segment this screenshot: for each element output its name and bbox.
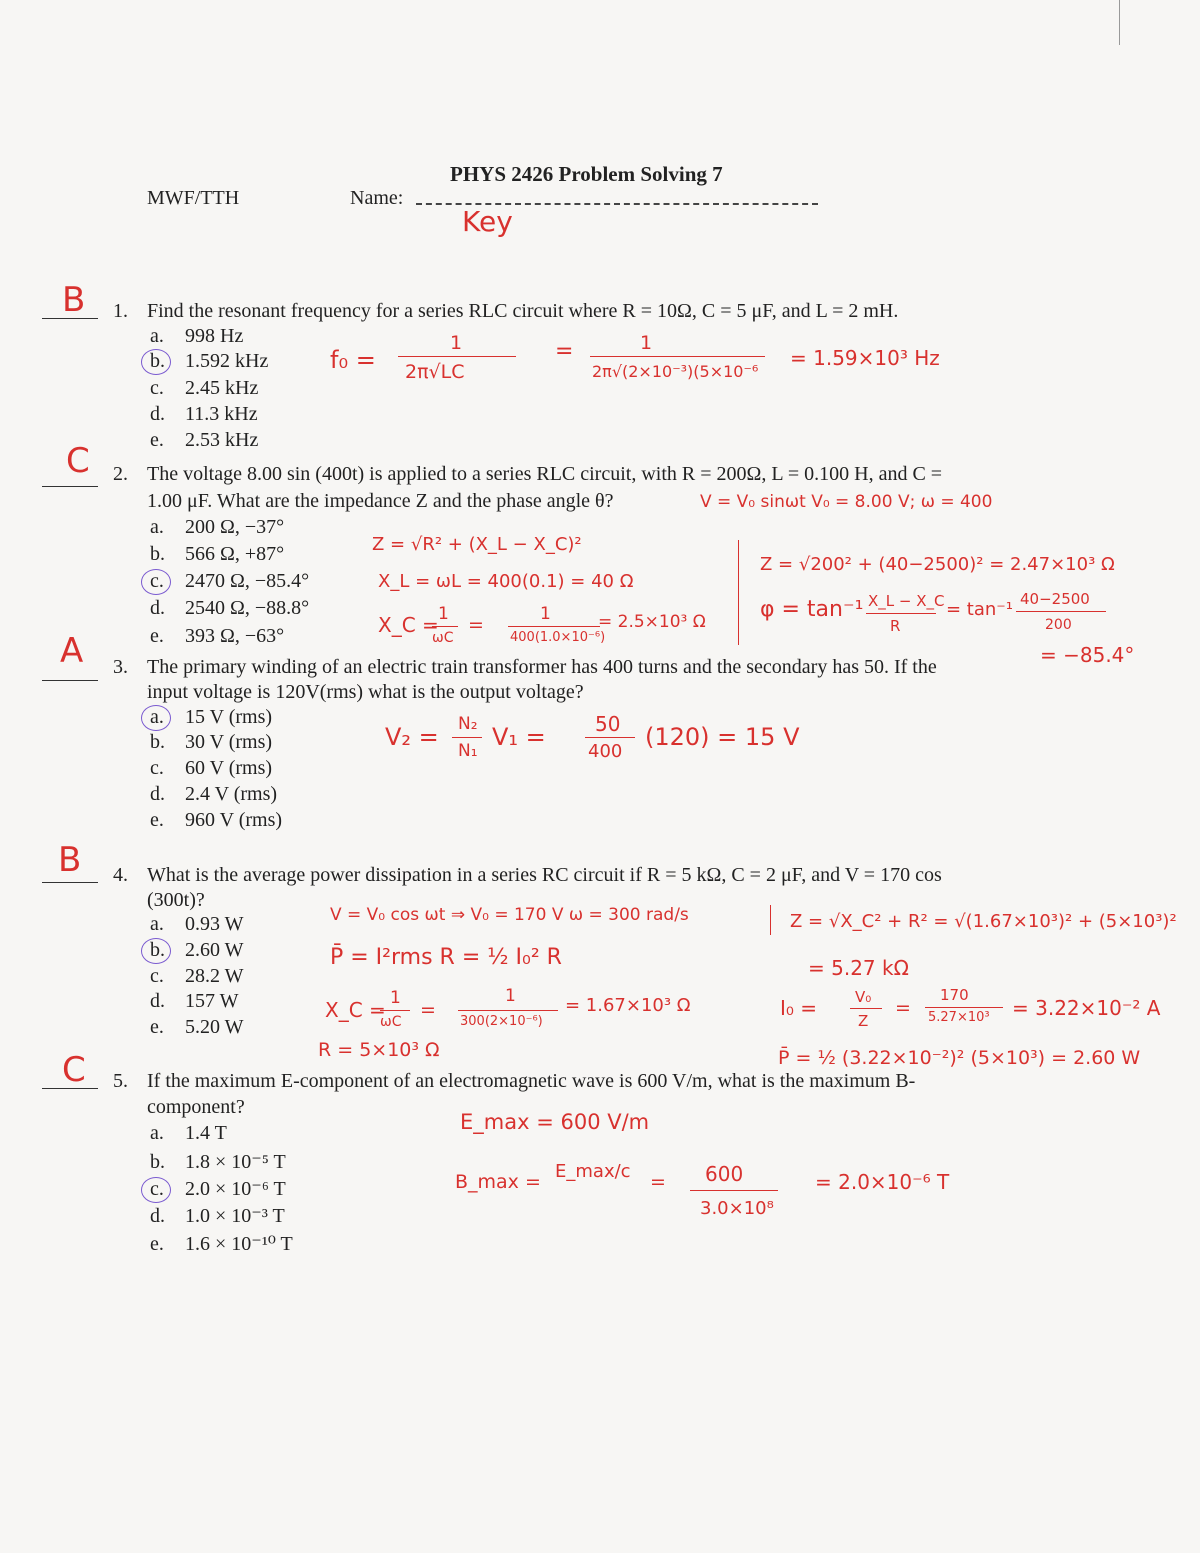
work-eq: = xyxy=(555,339,574,364)
option-text: 2.0 × 10⁻⁶ T xyxy=(185,1178,286,1200)
work-r: R = 5×10³ Ω xyxy=(318,1039,440,1061)
work-xc: X_C = xyxy=(325,998,386,1022)
answer-blank-4 xyxy=(42,882,98,883)
answer-blank-2 xyxy=(42,486,98,487)
work-bmax: B_max = xyxy=(455,1171,541,1193)
question-text-2b: 1.00 μF. What are the impedance Z and the phase angle θ? xyxy=(147,490,614,512)
work-ratio: E_max/c xyxy=(555,1161,631,1182)
work-given: V = V₀ sinωt V₀ = 8.00 V; ω = 400 xyxy=(700,492,993,512)
option-text: 2.4 V (rms) xyxy=(185,783,278,805)
fraction-bar xyxy=(398,356,516,357)
work-num: 1 xyxy=(505,986,516,1006)
fraction-bar xyxy=(452,737,482,738)
option-text: 60 V (rms) xyxy=(185,757,273,779)
option-text: 998 Hz xyxy=(185,325,244,347)
question-text-4b: (300t)? xyxy=(147,889,205,911)
work-den: 400(1.0×10⁻⁶) xyxy=(510,630,606,645)
work-den: N₁ xyxy=(458,741,478,761)
work-den: 3.0×10⁸ xyxy=(700,1198,774,1219)
option-text: 1.6 × 10⁻¹⁰ T xyxy=(185,1233,293,1255)
fraction-bar xyxy=(690,1190,778,1191)
fraction-bar xyxy=(866,613,936,614)
work-num: 1 xyxy=(640,332,653,354)
option-letter: b. xyxy=(150,939,165,961)
option-text: 28.2 W xyxy=(185,965,244,987)
work-den: ωC xyxy=(432,630,454,646)
name-label: Name: xyxy=(350,187,404,209)
work-num: 600 xyxy=(705,1162,744,1186)
work-xc-result: = 2.5×10³ Ω xyxy=(598,612,706,632)
work-num: V₀ xyxy=(855,988,872,1006)
option-letter: a. xyxy=(150,325,164,347)
option-text: 2540 Ω, −88.8° xyxy=(185,597,310,619)
fraction-bar xyxy=(590,356,765,357)
option-letter: c. xyxy=(150,757,164,779)
option-letter: d. xyxy=(150,1205,165,1227)
question-number-3: 3. xyxy=(113,656,128,678)
scan-edge xyxy=(1119,0,1120,45)
answer-blank-5 xyxy=(42,1088,98,1089)
question-text-1: Find the resonant frequency for a series RLC circuit where R = 10Ω, C = 5 μF, and L = 2 mH. xyxy=(147,300,899,322)
question-text-5b: component? xyxy=(147,1096,245,1118)
option-letter: d. xyxy=(150,597,165,619)
question-text-3b: input voltage is 120V(rms) what is the output voltage? xyxy=(147,681,584,703)
work-eq: = xyxy=(895,997,911,1019)
work-i0-result: = 3.22×10⁻² A xyxy=(1012,996,1161,1020)
option-letter: b. xyxy=(150,350,165,372)
fraction-bar xyxy=(850,1008,882,1009)
answer-mark-3: A xyxy=(60,631,84,671)
work-v2: V₂ = xyxy=(385,723,439,751)
option-text: 393 Ω, −63° xyxy=(185,625,285,647)
option-letter: c. xyxy=(150,965,164,987)
page-title: PHYS 2426 Problem Solving 7 xyxy=(450,162,723,186)
work-divider xyxy=(738,540,739,645)
option-text: 1.0 × 10⁻³ T xyxy=(185,1205,285,1227)
work-den: R xyxy=(890,617,901,635)
work-phase-result: = −85.4° xyxy=(1040,643,1135,667)
work-fo: f₀ = xyxy=(330,346,376,374)
option-letter: d. xyxy=(150,403,165,425)
work-den: 400 xyxy=(588,741,623,762)
option-letter: a. xyxy=(150,1122,164,1144)
question-text-3: The primary winding of an electric train transformer has 400 turns and the secondary has 50. If the xyxy=(147,656,937,678)
answer-mark-2: C xyxy=(66,441,90,481)
option-letter: a. xyxy=(150,913,164,935)
question-number-1: 1. xyxy=(113,300,128,322)
work-eq: = xyxy=(650,1171,666,1193)
option-letter: c. xyxy=(150,377,164,399)
option-text: 566 Ω, +87° xyxy=(185,543,285,565)
option-letter: e. xyxy=(150,625,164,647)
option-letter: a. xyxy=(150,516,164,538)
fraction-bar xyxy=(585,737,635,738)
work-num: 170 xyxy=(940,986,969,1004)
question-number-4: 4. xyxy=(113,864,128,886)
option-letter: d. xyxy=(150,783,165,805)
option-text: 2.45 kHz xyxy=(185,377,259,399)
fraction-bar xyxy=(380,1010,410,1011)
work-den: Z xyxy=(858,1012,869,1030)
section-label: MWF/TTH xyxy=(147,187,240,209)
option-text: 960 V (rms) xyxy=(185,809,283,831)
question-text-4: What is the average power dissipation in a series RC circuit if R = 5 kΩ, C = 2 μF, and V = 170 cos xyxy=(147,864,942,886)
work-xl: X_L = ωL = 400(0.1) = 40 Ω xyxy=(378,571,634,592)
work-result: (120) = 15 V xyxy=(645,723,800,751)
option-text: 1.4 T xyxy=(185,1122,227,1144)
work-power: P̄ = I²rms R = ½ I₀² R xyxy=(330,945,562,970)
option-letter: e. xyxy=(150,429,164,451)
option-letter: d. xyxy=(150,990,165,1012)
work-num: 1 xyxy=(390,988,401,1008)
work-num: 1 xyxy=(450,332,463,354)
work-den: 5.27×10³ xyxy=(928,1010,990,1025)
answer-blank-1 xyxy=(42,318,98,319)
work-z-result: = 5.27 kΩ xyxy=(808,956,909,980)
work-xc: X_C = xyxy=(378,613,439,637)
work-result: = 1.59×10³ Hz xyxy=(790,346,940,370)
option-text: 200 Ω, −37° xyxy=(185,516,285,538)
question-text-5: If the maximum E-component of an electromagnetic wave is 600 V/m, what is the maximum B- xyxy=(147,1070,916,1092)
fraction-bar xyxy=(432,626,458,627)
work-power-result: P̄ = ½ (3.22×10⁻²)² (5×10³) = 2.60 W xyxy=(778,1047,1141,1069)
option-letter: b. xyxy=(150,731,165,753)
work-den: 200 xyxy=(1045,617,1072,633)
option-letter: c. xyxy=(150,1178,164,1200)
work-z-result: Z = √200² + (40−2500)² = 2.47×10³ Ω xyxy=(760,554,1115,575)
option-letter: b. xyxy=(150,1151,165,1173)
work-den: ωC xyxy=(380,1014,402,1030)
work-num: 1 xyxy=(540,604,551,624)
work-eq: = xyxy=(420,999,436,1021)
option-text: 15 V (rms) xyxy=(185,706,273,728)
fraction-bar xyxy=(458,1010,558,1011)
option-letter: a. xyxy=(150,706,164,728)
question-number-2: 2. xyxy=(113,463,128,485)
option-text: 2.53 kHz xyxy=(185,429,259,451)
work-num: X_L − X_C xyxy=(868,592,945,610)
work-result: = 2.0×10⁻⁶ T xyxy=(815,1170,950,1194)
fraction-bar xyxy=(1016,611,1106,612)
answer-mark-4: B xyxy=(58,840,82,880)
work-v1: V₁ = xyxy=(492,723,546,751)
option-text: 1.8 × 10⁻⁵ T xyxy=(185,1151,286,1173)
work-tan: = tan⁻¹ xyxy=(946,599,1014,620)
work-z-formula: Z = √X_C² + R² = √(1.67×10³)² + (5×10³)² xyxy=(790,911,1177,932)
work-xc-result: = 1.67×10³ Ω xyxy=(565,995,691,1016)
question-number-5: 5. xyxy=(113,1070,128,1092)
work-i0: I₀ = xyxy=(780,996,818,1020)
option-text: 2470 Ω, −85.4° xyxy=(185,570,310,592)
question-text-2: The voltage 8.00 sin (400t) is applied to a series RLC circuit, with R = 200Ω, L = 0.100 H, and C = xyxy=(147,463,943,485)
work-den: 300(2×10⁻⁶) xyxy=(460,1014,543,1029)
option-text: 0.93 W xyxy=(185,913,244,935)
work-divider xyxy=(770,905,771,935)
work-eq: = xyxy=(468,614,484,636)
work-z-formula: Z = √R² + (X_L − X_C)² xyxy=(372,534,582,555)
answer-mark-1: B xyxy=(62,280,86,320)
option-text: 5.20 W xyxy=(185,1016,244,1038)
option-letter: e. xyxy=(150,1233,164,1255)
option-text: 1.592 kHz xyxy=(185,350,269,372)
work-phi: φ = tan⁻¹ xyxy=(760,597,864,622)
fraction-bar xyxy=(508,626,600,627)
option-text: 2.60 W xyxy=(185,939,244,961)
work-num: 1 xyxy=(438,604,449,624)
work-num: N₂ xyxy=(458,714,478,734)
name-value: Key xyxy=(462,205,513,238)
work-num: 40−2500 xyxy=(1020,590,1090,608)
option-letter: e. xyxy=(150,809,164,831)
work-den: 2π√(2×10⁻³)(5×10⁻⁶ xyxy=(592,362,759,381)
option-text: 11.3 kHz xyxy=(185,403,258,425)
option-text: 157 W xyxy=(185,990,239,1012)
work-num: 50 xyxy=(595,712,621,736)
answer-mark-5: C xyxy=(62,1050,86,1090)
fraction-bar xyxy=(925,1007,1003,1008)
option-letter: b. xyxy=(150,543,165,565)
option-letter: e. xyxy=(150,1016,164,1038)
answer-blank-3 xyxy=(42,680,98,681)
work-emax: E_max = 600 V/m xyxy=(460,1110,650,1134)
work-den: 2π√LC xyxy=(405,361,465,383)
option-letter: c. xyxy=(150,570,164,592)
option-text: 30 V (rms) xyxy=(185,731,273,753)
work-given: V = V₀ cos ωt ⇒ V₀ = 170 V ω = 300 rad/s xyxy=(330,905,689,925)
